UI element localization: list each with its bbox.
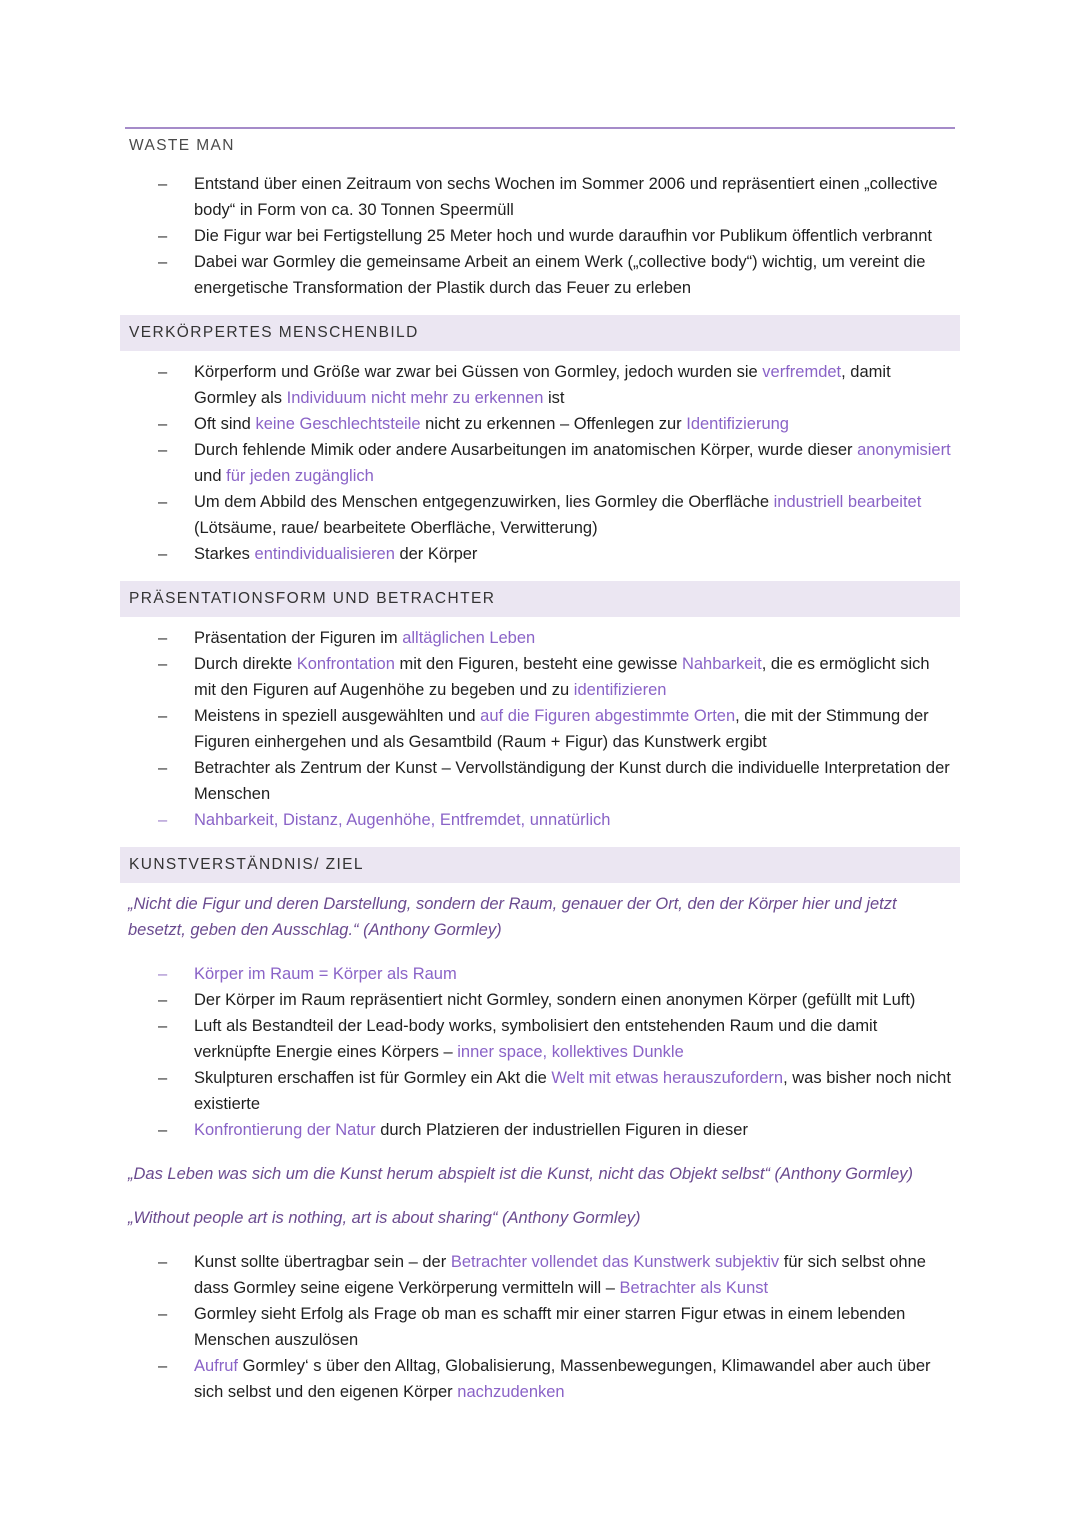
list-item — [120, 807, 960, 833]
quote-gormley-leben: „Das Leben was sich um die Kunst herum abspielt ist die Kunst, nicht das Objekt selbst“ (Anthony Gormley) — [128, 1165, 914, 1183]
item-text: Kunst sollte übertragbar sein – der — [194, 1253, 451, 1271]
item-text: nicht zu erkennen – Offenlegen zur — [420, 415, 687, 433]
item-text: Der Körper im Raum repräsentiert nicht Gormley, sondern einen anonymen Körper (gefüllt mit Luft) — [194, 991, 916, 1009]
heading-praesentation: PRÄSENTATIONSFORM UND BETRACHTER — [120, 581, 960, 617]
item-text: Körperform und Größe war zwar bei Güssen von Gormley, jedoch wurden sie — [194, 363, 763, 381]
item-text: Dabei war Gormley die gemeinsame Arbeit an einem Werk („collective body“) wichtig, um vereint die energetische Transformation der Plastik durch das Feuer zu erleben — [194, 253, 926, 297]
list-item — [120, 961, 960, 987]
item-text: , die mit der Stimmung der Figuren einhergehen und als Gesamtbild (Raum + Figur) das Kunstwerk ergibt — [194, 707, 929, 751]
list-waste-man — [120, 171, 960, 301]
list-menschenbild — [120, 359, 960, 567]
highlight-text: Aufruf — [194, 1357, 239, 1375]
highlight-text: Identifizierung — [686, 415, 789, 433]
highlight-text: Körper im Raum = Körper als Raum — [194, 965, 457, 983]
highlight-text: Konfrontierung der Natur — [194, 1121, 376, 1139]
list-item — [120, 625, 960, 651]
heading-kunstverstaendnis: KUNSTVERSTÄNDNIS/ ZIEL — [120, 847, 960, 883]
highlight-text: Konfrontation — [296, 655, 395, 673]
list-item — [120, 359, 960, 411]
list-item — [120, 1301, 960, 1353]
list-item — [120, 171, 960, 223]
list-item — [120, 755, 960, 807]
list-item — [120, 1065, 960, 1117]
list-item — [120, 437, 960, 489]
list-item — [120, 249, 960, 301]
highlight-text: anonymisiert — [857, 441, 951, 459]
list-item — [120, 703, 960, 755]
list-item — [120, 651, 960, 703]
highlight-text: Individuum nicht mehr zu erkennen — [286, 389, 544, 407]
item-text: und — [194, 467, 227, 485]
highlight-text: auf die Figuren abgestimmte Orten — [480, 707, 736, 725]
list-kunstverstaendnis-1 — [120, 961, 960, 1143]
highlight-text: Betrachter als Kunst — [619, 1279, 769, 1297]
item-text: , die es ermöglicht sich mit den Figuren auf Augenhöhe zu begeben und zu — [194, 655, 930, 699]
highlight-text: Welt mit etwas herauszufordern — [551, 1069, 784, 1087]
item-text: , damit Gormley als — [194, 363, 891, 407]
list-item — [120, 1117, 960, 1143]
item-text: mit den Figuren, besteht eine gewisse — [394, 655, 682, 673]
item-text: durch Platzieren der industriellen Figuren in dieser — [375, 1121, 748, 1139]
highlight-text: für jeden zugänglich — [226, 467, 374, 485]
list-item — [120, 1013, 960, 1065]
highlight-text: inner space, kollektives Dunkle — [457, 1043, 684, 1061]
item-text: Durch fehlende Mimik oder andere Ausarbeitungen im anatomischen Körper, wurde dieser — [194, 441, 858, 459]
item-text: Skulpturen erschaffen ist für Gormley ein Akt die — [194, 1069, 552, 1087]
list-item — [120, 411, 960, 437]
highlight-text: entindividualisieren — [254, 545, 395, 563]
item-text: (Lötsäume, raue/ bearbeitete Oberfläche, Verwitterung) — [194, 519, 598, 537]
list-kunstverstaendnis-2 — [120, 1249, 960, 1405]
list-item — [120, 987, 960, 1013]
item-text: ist — [543, 389, 565, 407]
list-item — [120, 1249, 960, 1301]
item-text: Gormley‘ s über den Alltag, Globalisierung, Massenbewegungen, Klimawandel aber auch über sich selbst und den eigenen Körper — [194, 1357, 931, 1401]
item-text: der Körper — [394, 545, 478, 563]
highlight-text: verfremdet — [762, 363, 842, 381]
highlight-text: Nahbarkeit — [681, 655, 762, 673]
heading-menschenbild: VERKÖRPERTES MENSCHENBILD — [120, 315, 960, 351]
item-text: Entstand über einen Zeitraum von sechs Wochen im Sommer 2006 und repräsentiert einen „collective body“ in Form von ca. 30 Tonnen Speermüll — [194, 175, 938, 219]
quote-gormley-raum: „Nicht die Figur und deren Darstellung, sondern der Raum, genauer der Ort, den der Körper hier und jetzt besetzt, geben den Ausschlag.“ (Anthony Gormley) — [128, 895, 897, 939]
highlight-text: nachzudenken — [457, 1383, 565, 1401]
item-text: Gormley sieht Erfolg als Frage ob man es schafft mir einer starren Figur etwas in einem lebenden Menschen auszulösen — [194, 1305, 906, 1349]
heading-waste-man: WASTE MAN — [129, 137, 235, 154]
item-text: für sich selbst ohne dass Gormley seine eigene Verkörperung vermitteln will – — [194, 1253, 926, 1297]
highlight-text: identifizieren — [573, 681, 667, 699]
item-text: Starkes — [194, 545, 255, 563]
item-text: Meistens in speziell ausgewählten und — [194, 707, 481, 725]
list-praesentation — [120, 625, 960, 833]
highlight-text: Nahbarkeit, Distanz, Augenhöhe, Entfremdet, unnatürlich — [194, 811, 611, 829]
item-text: Die Figur war bei Fertigstellung 25 Meter hoch und wurde daraufhin vor Publikum öffentlich verbrannt — [194, 227, 932, 245]
item-text: Luft als Bestandteil der Lead-body works, symbolisiert den entstehenden Raum und die damit verknüpfte Energie eines Körpers – — [194, 1017, 878, 1061]
item-text: Betrachter als Zentrum der Kunst – Vervollständigung der Kunst durch die individuelle Interpretation der Menschen — [194, 759, 950, 803]
item-text: Oft sind — [194, 415, 256, 433]
list-item — [120, 1353, 960, 1405]
highlight-text: alltäglichen Leben — [402, 629, 536, 647]
highlight-text: Betrachter vollendet das Kunstwerk subjektiv — [450, 1253, 780, 1271]
list-item — [120, 541, 960, 567]
item-text: Um dem Abbild des Menschen entgegenzuwirken, lies Gormley die Oberfläche — [194, 493, 774, 511]
quote-gormley-sharing: „Without people art is nothing, art is about sharing“ (Anthony Gormley) — [128, 1209, 641, 1227]
highlight-text: industriell bearbeitet — [773, 493, 922, 511]
item-text: , was bisher noch nicht existierte — [194, 1069, 951, 1113]
item-text: Durch direkte — [194, 655, 297, 673]
item-text: Präsentation der Figuren im — [194, 629, 403, 647]
list-item — [120, 489, 960, 541]
list-item — [120, 223, 960, 249]
document-page — [120, 127, 960, 1405]
highlight-text: keine Geschlechtsteile — [255, 415, 421, 433]
